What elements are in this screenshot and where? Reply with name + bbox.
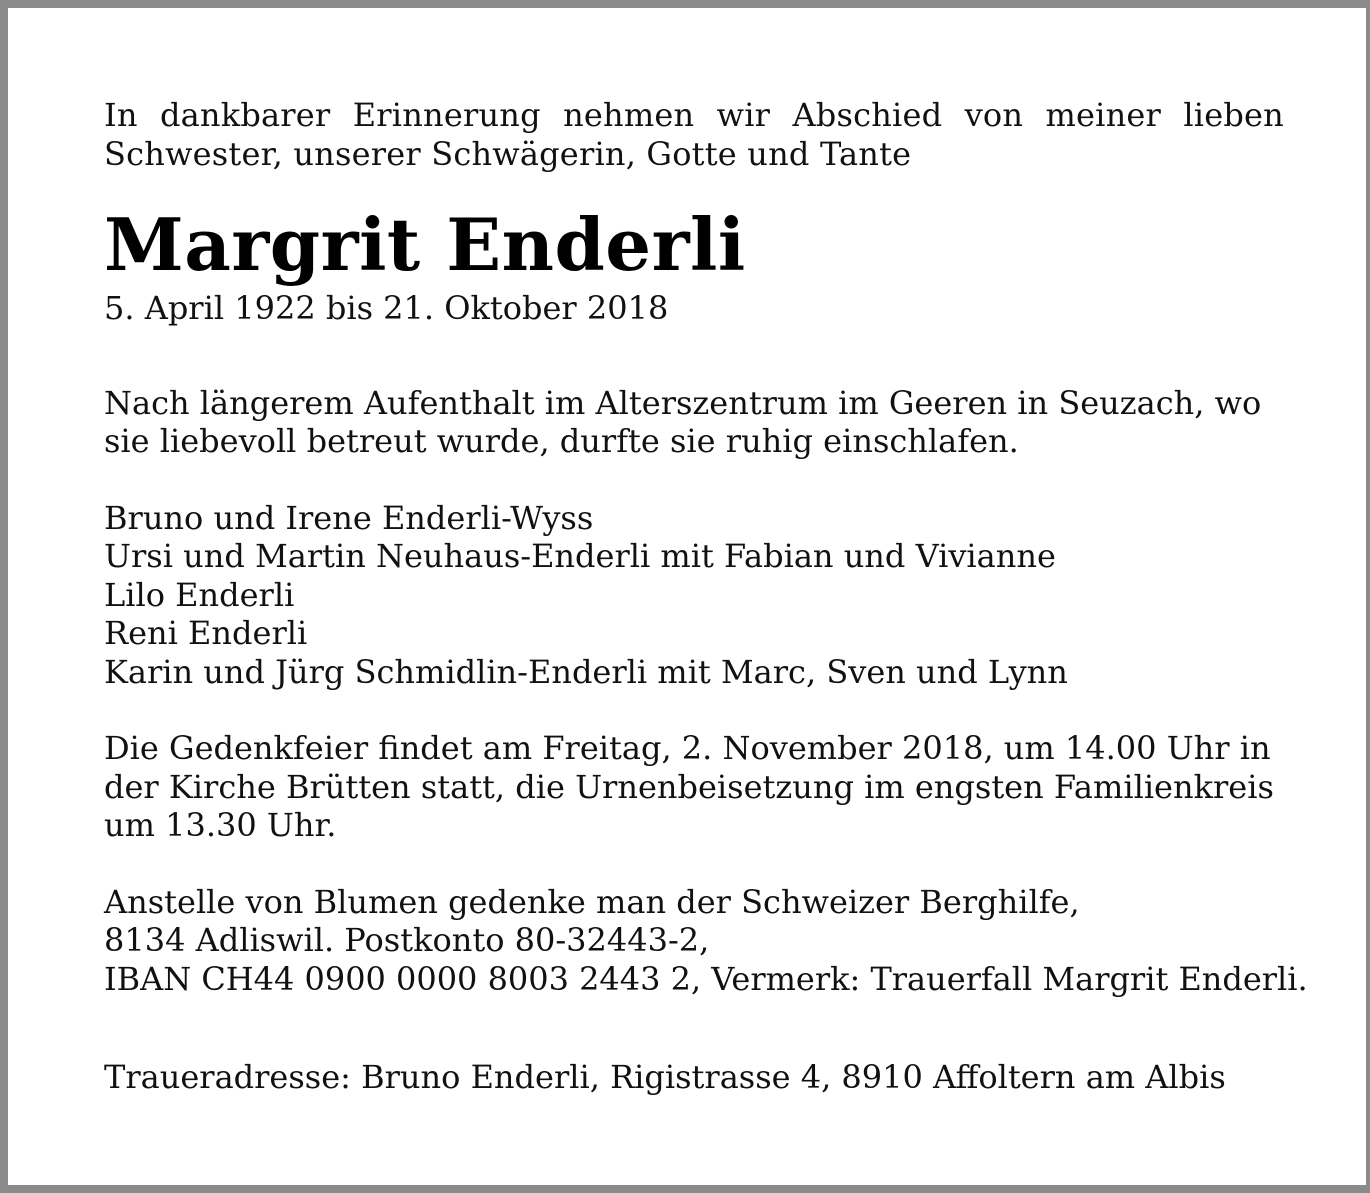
life-dates: 5. April 1922 bis 21. Oktober 2018 (104, 289, 669, 327)
passing-line-2: sie liebevoll betreut wurde, durfte sie ruhig einschlafen. (104, 422, 1019, 460)
intro-line-2: Schwester, unserer Schwägerin, Gotte und Tante (104, 134, 912, 173)
family-member: Reni Enderli (104, 614, 308, 652)
ceremony-line-1: Die Gedenkfeier findet am Freitag, 2. November 2018, um 14.00 Uhr in (104, 729, 1271, 767)
ceremony-line-3: um 13.30 Uhr. (104, 806, 337, 844)
intro-line-1: In dankbarer Erinnerung nehmen wir Abschied von meiner lieben (104, 96, 1284, 134)
intro-text (104, 96, 1284, 173)
family-member: Ursi und Martin Neuhaus-Enderli mit Fabian und Vivianne (104, 537, 1056, 575)
family-member: Lilo Enderli (104, 575, 295, 614)
obituary-content (104, 96, 1308, 1097)
ceremony-paragraph (104, 729, 1308, 845)
mourning-address (104, 1058, 1308, 1097)
family-member: Karin und Jürg Schmidlin-Enderli mit Marc, Sven und Lynn (104, 652, 1068, 691)
passing-paragraph (104, 384, 1308, 461)
family-member: Bruno und Irene Enderli-Wyss (104, 498, 594, 537)
deceased-name: Margrit Enderli (104, 202, 746, 287)
donation-line-3: IBAN CH44 0900 0000 8003 2443 2, Vermerk: Trauerfall Margrit Enderli. (104, 959, 1308, 998)
family-list (104, 499, 1308, 692)
address-line: Traueradresse: Bruno Enderli, Rigistrasse 4, 8910 Affoltern am Albis (104, 1058, 1226, 1096)
ceremony-line-2: der Kirche Brütten statt, die Urnenbeisetzung im engsten Familienkreis (104, 767, 1274, 806)
donation-line-2: 8134 Adliswil. Postkonto 80-32443-2, (104, 921, 710, 959)
passing-line-1: Nach längerem Aufenthalt im Alterszentrum im Geeren in Seuzach, wo (104, 383, 1262, 422)
donation-line-1: Anstelle von Blumen gedenke man der Schweizer Berghilfe, (104, 882, 1080, 921)
donation-paragraph (104, 883, 1308, 999)
